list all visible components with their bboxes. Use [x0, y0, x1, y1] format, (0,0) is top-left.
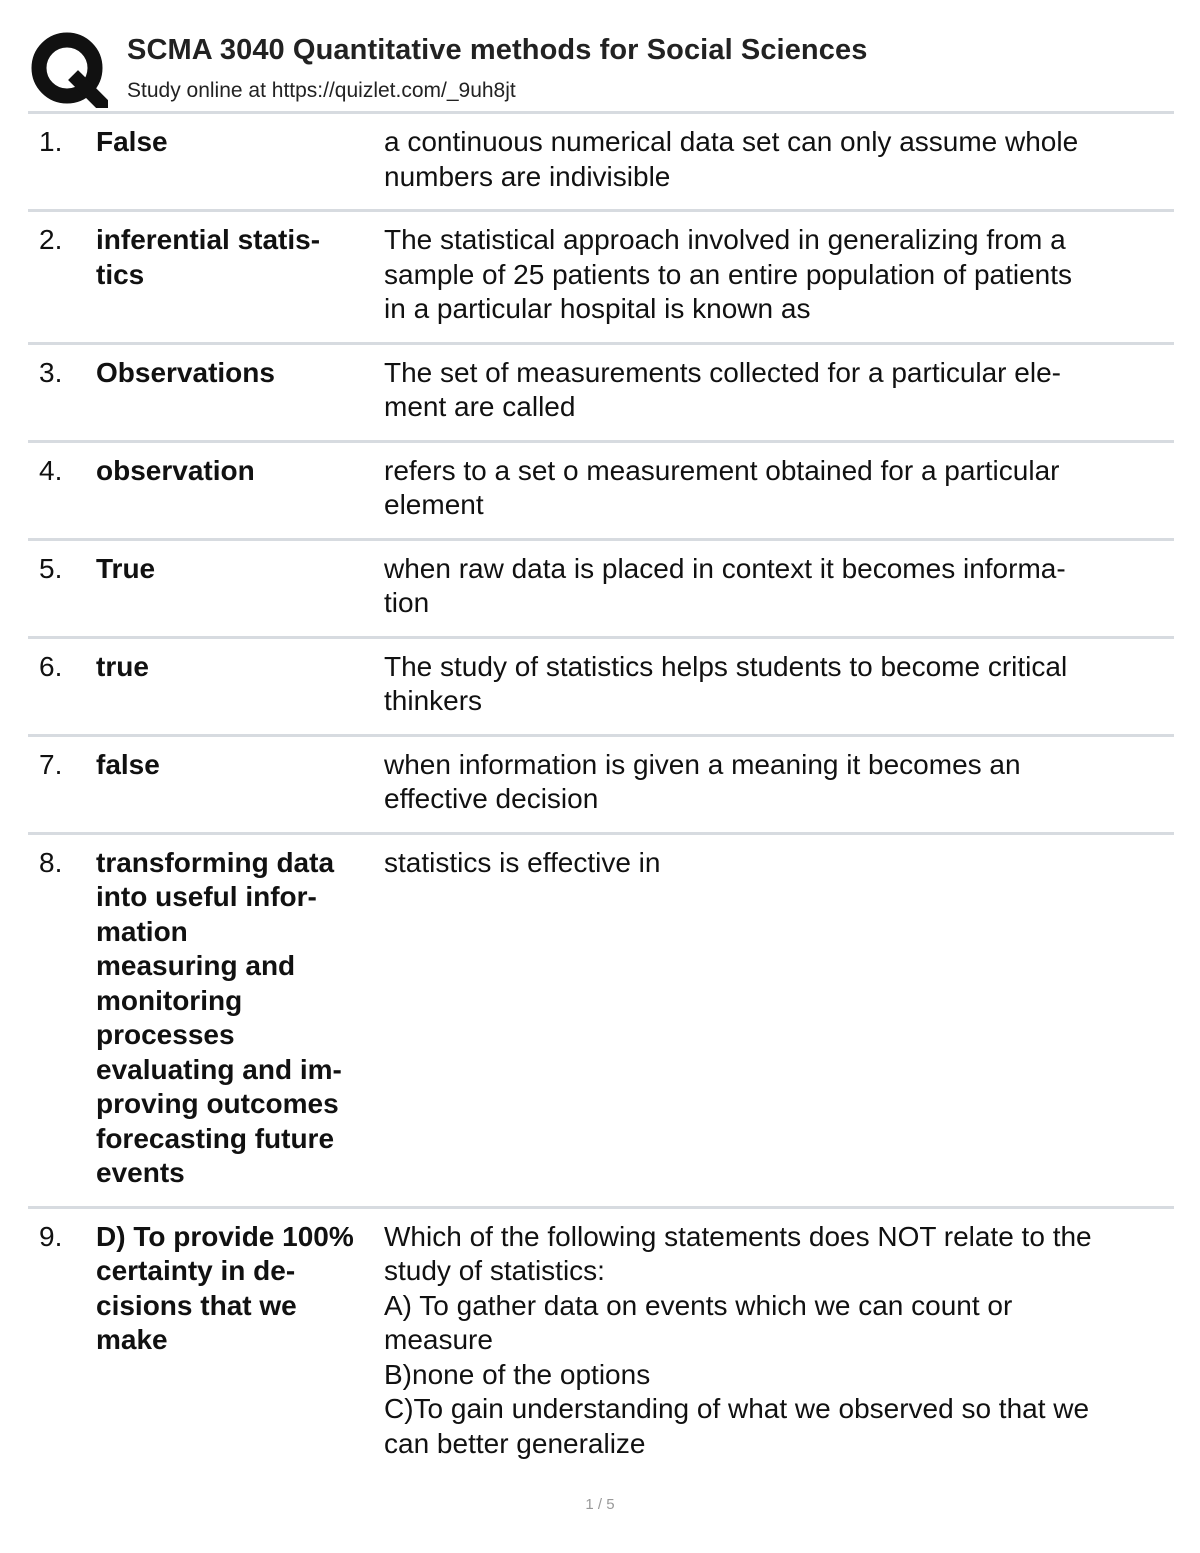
flashcard-row: [28, 443, 1174, 541]
card-term: false: [96, 748, 160, 780]
card-term: Observations: [96, 356, 275, 388]
card-term: False: [96, 126, 168, 157]
card-definition: refers to a set o measurement obtained for a particular element: [384, 454, 1060, 520]
card-definition: when raw data is placed in context it becomes informa- tion: [384, 552, 1066, 618]
page-title: SCMA 3040 Quantitative methods for Social Sciences: [127, 34, 868, 66]
card-term: inferential statis- tics: [96, 224, 321, 290]
flashcard-row: [28, 114, 1174, 212]
card-number: 2.: [39, 224, 63, 255]
card-number: 3.: [39, 356, 63, 388]
card-number: 1.: [39, 126, 63, 157]
flashcard-list: [28, 114, 1174, 1476]
flashcard-row: [28, 639, 1174, 737]
flashcard-row: [28, 737, 1174, 835]
card-definition: The statistical approach involved in generalizing from a sample of 25 patients to an entire population of patients in a particular hospital is known as: [384, 224, 1073, 324]
card-number: 6.: [39, 650, 63, 682]
flashcard-row: [28, 835, 1174, 1209]
card-definition: The study of statistics helps students to become critical thinkers: [384, 650, 1068, 716]
card-term: D) To provide 100% certainty in de- cisions that we make: [96, 1220, 354, 1355]
card-term: True: [96, 552, 156, 584]
flashcard-row: [28, 541, 1174, 639]
card-number: 8.: [39, 846, 63, 878]
card-term: transforming data into useful infor- mation measuring and monitoring processes evaluating and im- proving outcomes forecasting future events: [96, 846, 342, 1188]
page-header: [28, 28, 1174, 112]
card-number: 4.: [39, 454, 63, 486]
page-number: 1 / 5: [585, 1496, 615, 1513]
flashcard-row: [28, 345, 1174, 443]
card-definition: statistics is effective in: [384, 846, 661, 878]
card-number: 7.: [39, 748, 63, 780]
card-term: true: [96, 650, 149, 682]
quizlet-logo-icon: [30, 30, 108, 108]
study-online-link[interactable]: Study online at https://quizlet.com/_9uh8jt: [127, 79, 516, 102]
card-definition: a continuous numerical data set can only assume whole numbers are indivisible: [384, 126, 1079, 192]
flashcard-row: [28, 1209, 1174, 1477]
card-definition: Which of the following statements does NOT relate to the study of statistics: A) To gather data on events which we can count or measure B)none of the options C)To gain understanding of what we observed so that we can better generalize: [384, 1220, 1092, 1459]
card-number: 5.: [39, 552, 63, 584]
card-number: 9.: [39, 1220, 63, 1252]
card-definition: The set of measurements collected for a particular ele- ment are called: [384, 356, 1061, 422]
card-term: observation: [96, 454, 255, 486]
flashcard-row: [28, 212, 1174, 345]
card-definition: when information is given a meaning it becomes an effective decision: [384, 748, 1021, 814]
